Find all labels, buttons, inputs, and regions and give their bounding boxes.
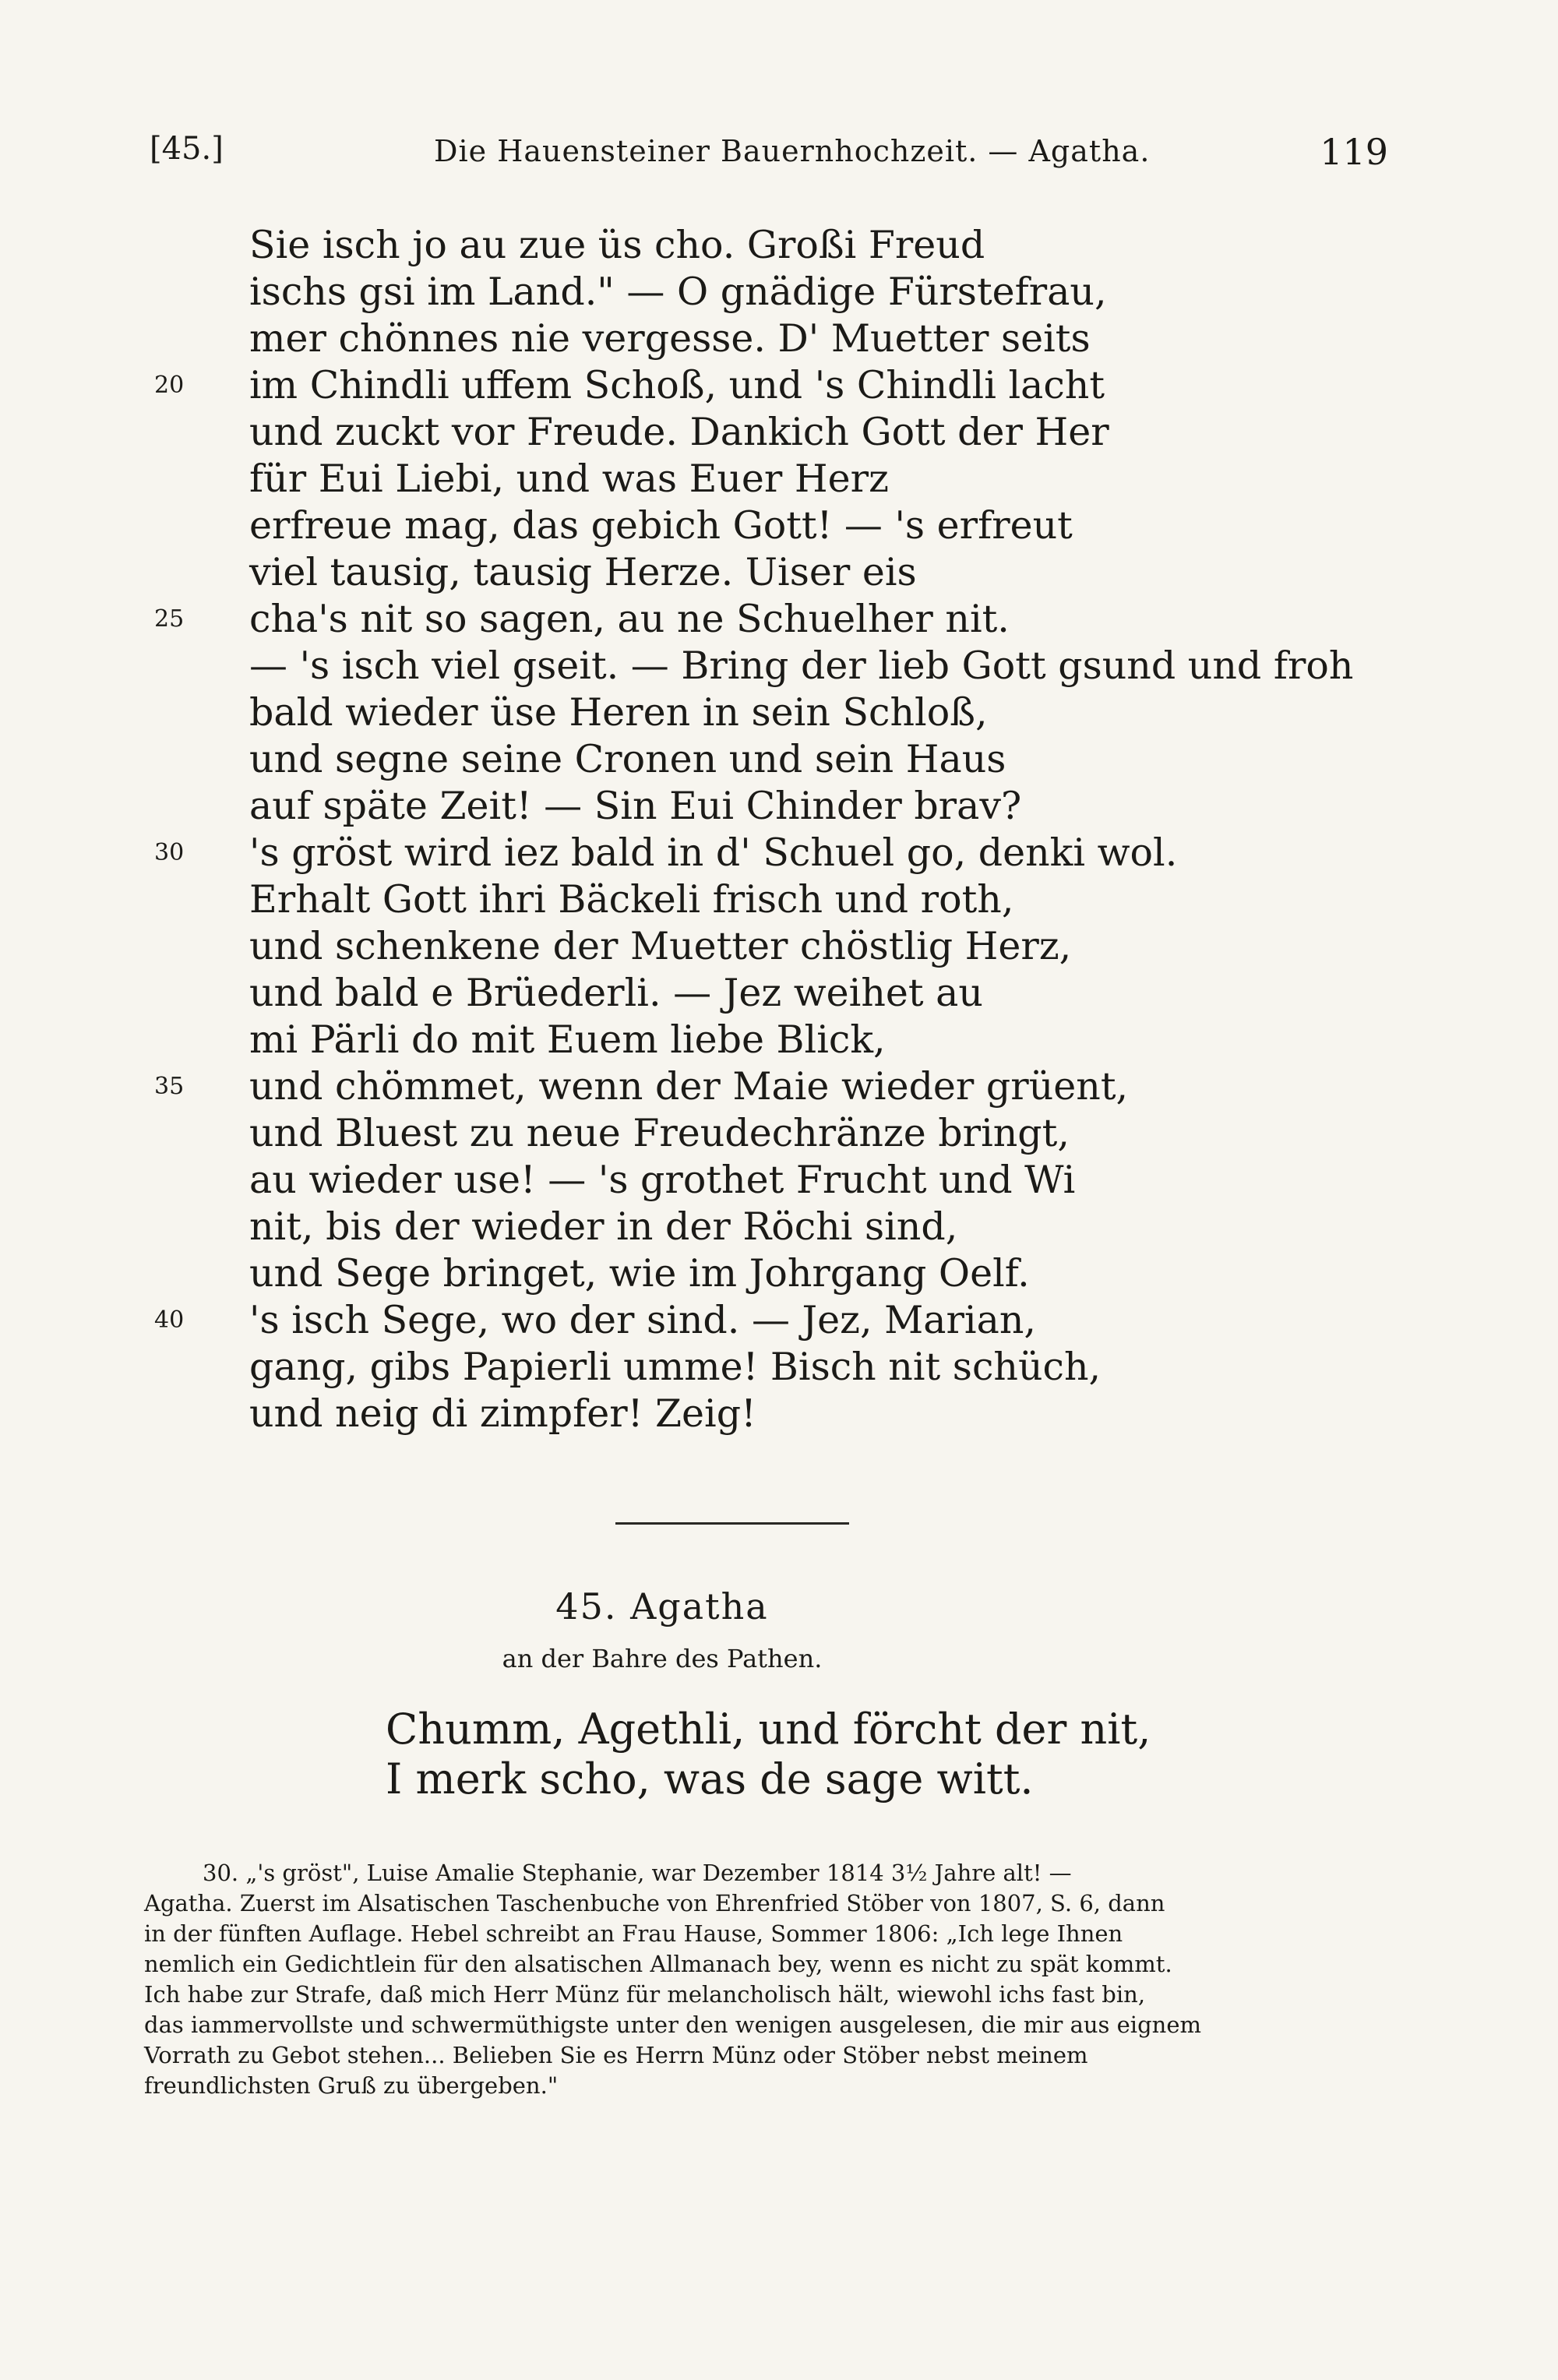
section-title: 45. Agatha	[555, 1585, 769, 1627]
footnote-line: das iammervollste und schwermüthigste unter den wenigen ausgelesen, die mir aus eignem	[144, 2012, 1201, 2038]
poem-line: nit, bis der wieder in der Röchi sind,	[249, 1204, 958, 1249]
section-number: [45.]	[150, 131, 224, 167]
poem-line: bald wieder üse Heren in sein Schloß,	[249, 690, 988, 735]
page-number: 119	[1320, 131, 1388, 173]
poem-line: mi Pärli do mit Euem liebe Blick,	[249, 1017, 886, 1062]
poem-line: Sie isch jo au zue üs cho. Großi Freud	[249, 223, 985, 267]
poem-line: erfreue mag, das gebich Gott! — 's erfreut	[249, 503, 1073, 548]
poem-line: und zuckt vor Freude. Dankich Gott der Her	[249, 410, 1109, 454]
poem-line: und chömmet, wenn der Maie wieder grüent,	[249, 1064, 1129, 1109]
poem-line: und Bluest zu neue Freudechränze bringt,	[249, 1111, 1070, 1155]
line-number: 40	[154, 1306, 185, 1334]
footnote-line: nemlich ein Gedichtlein für den alsatischen Allmanach bey, wenn es nicht zu spät kommt.	[144, 1951, 1172, 1977]
line-number: 30	[154, 839, 185, 866]
footnote-line: freundlichsten Gruß zu übergeben."	[144, 2072, 559, 2099]
footnote-line: Vorrath zu Gebot stehen... Belieben Sie es Herrn Münz oder Stöber nebst meinem	[144, 2042, 1088, 2068]
poem-line: für Eui Liebi, und was Euer Herz	[249, 457, 889, 501]
poem-line: 's gröst wird iez bald in d' Schuel go, denki wol.	[249, 830, 1178, 875]
poem-line: — 's isch viel gseit. — Bring der lieb Gott gsund und froh	[249, 643, 1354, 688]
poem-line: und Sege bringet, wie im Johrgang Oelf.	[249, 1251, 1030, 1296]
poem-line: Erhalt Gott ihri Bäckeli frisch und roth,	[249, 877, 1014, 922]
poem-line: und segne seine Cronen und sein Haus	[249, 737, 1006, 781]
line-number: 25	[154, 605, 185, 633]
poem-line: im Chindli uffem Schoß, und 's Chindli lacht	[249, 363, 1105, 407]
footnote-line: Ich habe zur Strafe, daß mich Herr Münz für melancholisch hält, wiewohl ichs fast bin,	[144, 1981, 1146, 2008]
line-number: 20	[154, 372, 185, 399]
poem-line: au wieder use! — 's grothet Frucht und Wi	[249, 1158, 1076, 1202]
page-header	[150, 131, 1388, 185]
footnote-line: Agatha. Zuerst im Alsatischen Taschenbuche von Ehrenfried Stöber von 1807, S. 6, dann	[144, 1890, 1165, 1916]
section-subtitle: an der Bahre des Pathen.	[502, 1644, 823, 1673]
running-title: Die Hauensteiner Bauernhochzeit. — Agatha.	[434, 134, 1151, 168]
footnote-line: in der fünften Auflage. Hebel schreibt an Frau Hause, Sommer 1806: „Ich lege Ihnen	[144, 1920, 1123, 1947]
poem-line: gang, gibs Papierli umme! Bisch nit schüch,	[249, 1345, 1102, 1389]
line-number: 35	[154, 1073, 185, 1100]
poem-line: auf späte Zeit! — Sin Eui Chinder brav?	[249, 784, 1022, 828]
footnote-line: 30. „'s gröst", Luise Amalie Stephanie, war Dezember 1814 3½ Jahre alt! —	[203, 1860, 1072, 1886]
poem-line: 's isch Sege, wo der sind. — Jez, Marian,	[249, 1298, 1036, 1342]
poem-line: und bald e Brüederli. — Jez weihet au	[249, 971, 983, 1015]
section-divider	[615, 1522, 849, 1525]
verse-line: I merk scho, was de sage witt.	[386, 1754, 1034, 1804]
poem-line: und neig di zimpfer! Zeig!	[249, 1391, 756, 1436]
verse-line: Chumm, Agethli, und förcht der nit,	[386, 1705, 1151, 1754]
poem-line: mer chönnes nie vergesse. D' Muetter seits	[249, 316, 1091, 361]
poem-line: viel tausig, tausig Herze. Uiser eis	[249, 550, 917, 594]
poem-line: cha's nit so sagen, au ne Schuelher nit.	[249, 597, 1010, 641]
poem-line: und schenkene der Muetter chöstlig Herz,	[249, 924, 1072, 968]
poem-line: ischs gsi im Land." — O gnädige Fürstefrau,	[249, 270, 1107, 314]
